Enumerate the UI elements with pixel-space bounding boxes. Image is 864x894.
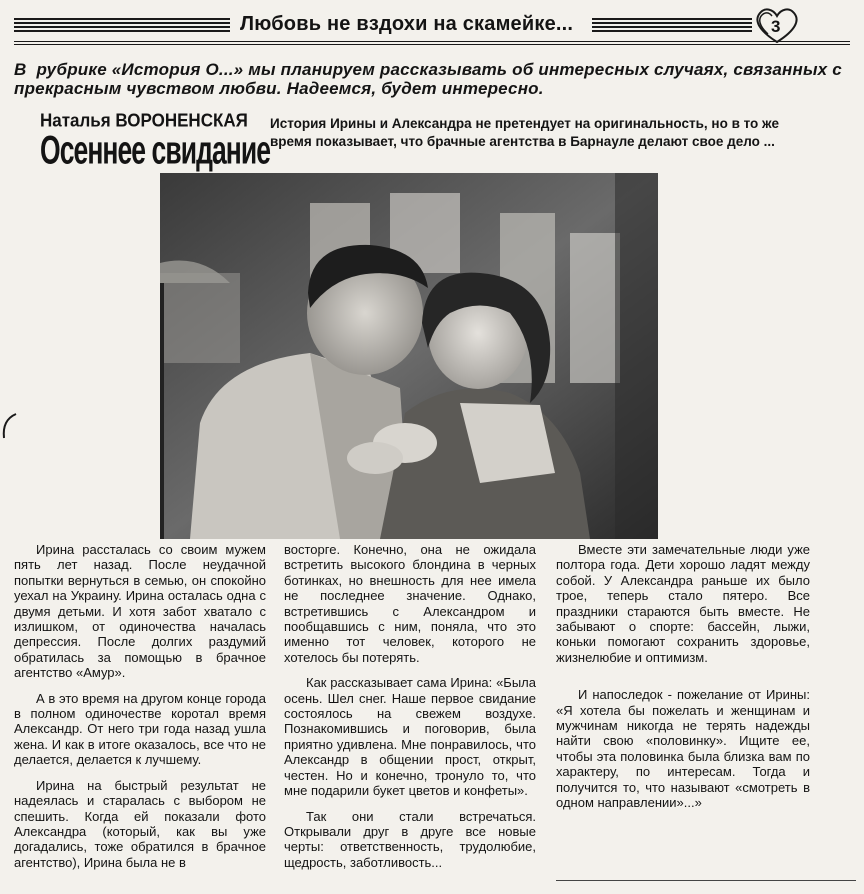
article-headline: Осеннее свидание	[40, 128, 271, 173]
intro-text: рубрике «История О...» мы планируем рассказывать об интересных случаях, связанных с прекрасным чувством любви. Надеемся, будет интересно.	[14, 60, 842, 98]
paragraph: Так они стали встречаться. Открывали друг в друге все новые черты: ответственность, трудолюбие, щедрость, заботливость...	[284, 808, 536, 870]
article-column-1	[14, 542, 266, 870]
paragraph: А в это время на другом конце города в полном одиночестве коротал время Александр. От него три года назад ушла жена. И как в итоге оказалось, все что не делается, делается к лучшему.	[14, 690, 266, 768]
intro-lead-letter: В	[14, 60, 27, 79]
header-hatch-left	[14, 18, 230, 34]
rubric-title: Любовь не вздохи на скамейке...	[240, 13, 574, 35]
page-number: 3	[771, 17, 781, 36]
couple-photo	[160, 173, 658, 539]
article-author: Наталья ВОРОНЕНСКАЯ	[40, 110, 248, 131]
paragraph: Как рассказывает сама Ирина: «Была осень. Шел снег. Наше первое свидание состоялось на свежем воздухе. Познакомившись и поговорив, была приятно удивлена. Мне понравилось, что Александр в общении прост, открыт, честен. Но и конечно, тронуло то, что мне подарили букет цветов и конфеты».	[284, 675, 536, 799]
paragraph: Вместе эти замечательные люди уже полтора года. Дети хорошо ладят между собой. У Александра раньше их было трое, теперь стало пятеро. Все праздники стараются быть вместе. Не забывают о спорте: бассейн, лыжи, коньки помогают сохранить здоровье, жизнелюбие и оптимизм.	[556, 542, 810, 665]
rubric-header	[14, 10, 854, 44]
bottom-rule	[556, 880, 856, 881]
article-column-2	[284, 542, 536, 870]
article-column-3	[556, 542, 810, 811]
paragraph: восторге. Конечно, она не ожидала встретить высокого блондина в черных ботинках, но внешность для нее имела не последнее значение. Однако, встретившись с Александром и пообщавшись с ним, поняла, что это именно тот человек, которого не хотелось бы потерять.	[284, 542, 536, 665]
margin-mark	[0, 410, 20, 440]
paragraph: Ирина на быстрый результат не надеялась и старалась с выбором не спешить. Когда ей показали фото Александра (который, как вы уже догадались, тоже обратился в брачное агентство), Ирина была не в	[14, 777, 266, 870]
paragraph: И напоследок - пожелание от Ирины: «Я хотела бы пожелать и женщинам и мужчинам никогда не терять надежды найти свою «половинку». Ищите ее, чтобы эта половинка была близка вам по характеру, по интересам. Тогда и получится то, что называют «смотреть в одном направлении»...»	[556, 687, 810, 811]
header-rule	[14, 41, 850, 47]
couple-photo-illustration	[160, 173, 658, 539]
paragraph: Ирина рассталась со своим мужем пять лет назад. После неудачной попытки вернуться в семью, он спокойно уехал на Украину. Ирина осталась одна с двумя детьми. И хотя забот хватало с излишком, от одиночества началась депрессия. После долгих раздумий обратилась за помощью в брачное агентство «Амур».	[14, 542, 266, 681]
header-hatch-right	[592, 18, 752, 34]
article-lead: История Ирины и Александра не претендует на оригинальность, но в то же время показывает, что брачные агентства в Барнауле делают свое дело ...	[270, 116, 779, 149]
rubric-intro	[14, 60, 844, 98]
